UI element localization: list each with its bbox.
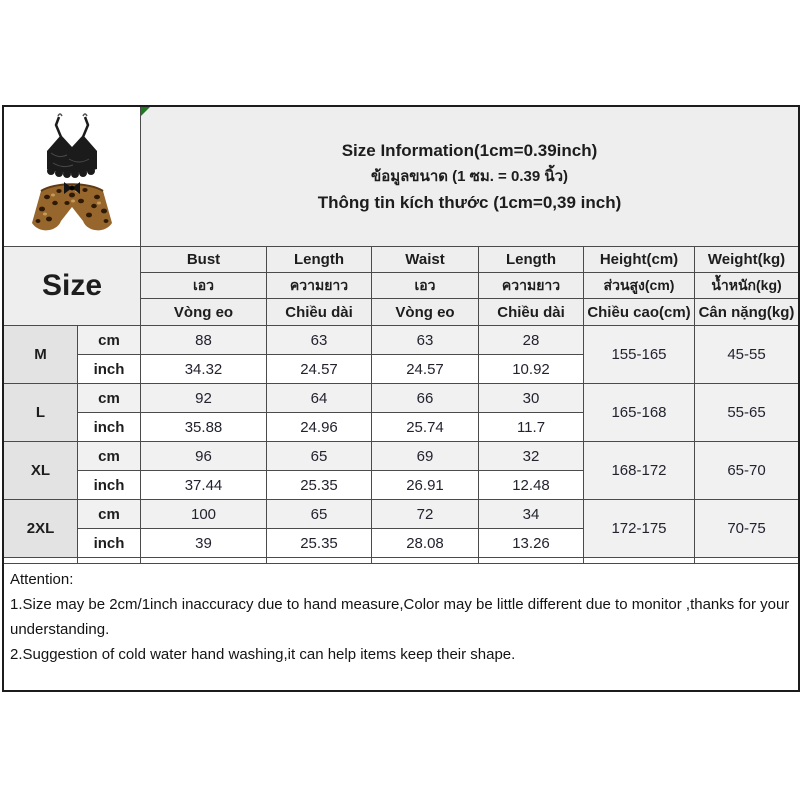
2xl-weight: 70-75 [695,500,798,557]
m-weight: 45-55 [695,326,798,383]
col-header-bust-th: เอว [141,273,266,298]
2xl-inch-bust: 39 [141,529,266,557]
l-inch-length1: 24.96 [267,413,371,441]
col-header-waist-en: Waist [372,247,478,272]
attention-notes [4,564,798,690]
col-header-length2-vi: Chiều dài [479,299,583,325]
col-header-length1-th: ความยาว [267,273,371,298]
m-cm-length1: 63 [267,326,371,354]
spacer-cell [372,558,478,563]
2xl-inch-length1: 25.35 [267,529,371,557]
spacer-cell [479,558,583,563]
spacer-cell [4,558,77,563]
2xl-height: 172-175 [584,500,694,557]
col-header-length1-vi: Chiều dài [267,299,371,325]
unit-cm-xl: cm [78,442,140,470]
col-header-bust-en: Bust [141,247,266,272]
m-inch-waist: 24.57 [372,355,478,383]
xl-cm-waist: 69 [372,442,478,470]
2xl-cm-bust: 100 [141,500,266,528]
unit-cm-l: cm [78,384,140,412]
product-photo-cell [4,107,140,246]
col-header-waist-vi: Vòng eo [372,299,478,325]
title-thai: ข้อมูลขนาด (1 ซม. = 0.39 นิ้ว) [370,167,569,185]
m-inch-length1: 24.57 [267,355,371,383]
xl-inch-length2: 12.48 [479,471,583,499]
col-header-bust-vi: Vòng eo [141,299,266,325]
col-header-length2-th: ความยาว [479,273,583,298]
xl-cm-length2: 32 [479,442,583,470]
xl-weight: 65-70 [695,442,798,499]
2xl-inch-waist: 28.08 [372,529,478,557]
attention-heading: Attention: [10,571,74,588]
col-header-length2-en: Length [479,247,583,272]
col-header-weight-th: น้ำหนัก(kg) [695,273,798,298]
size-chart-table [2,105,800,692]
xl-inch-bust: 37.44 [141,471,266,499]
xl-height: 168-172 [584,442,694,499]
2xl-inch-length2: 13.26 [479,529,583,557]
green-corner-flag-icon [141,107,150,116]
unit-inch-2xl: inch [78,529,140,557]
spacer-cell [695,558,798,563]
col-header-height-th: ส่วนสูง(cm) [584,273,694,298]
size-label-m: M [4,326,77,383]
xl-inch-waist: 26.91 [372,471,478,499]
m-cm-bust: 88 [141,326,266,354]
col-header-length1-en: Length [267,247,371,272]
size-label-xl: XL [4,442,77,499]
2xl-cm-length1: 65 [267,500,371,528]
title-vietnamese: Thông tin kích thước (1cm=0,39 inch) [317,192,622,212]
m-height: 155-165 [584,326,694,383]
size-label-2xl: 2XL [4,500,77,557]
spacer-cell [141,558,266,563]
2xl-cm-waist: 72 [372,500,478,528]
m-inch-length2: 10.92 [479,355,583,383]
m-cm-length2: 28 [479,326,583,354]
col-header-height-vi: Chiều cao(cm) [584,299,694,325]
col-header-weight-vi: Cân nặng(kg) [695,299,798,325]
spacer-cell [584,558,694,563]
size-information-header [141,107,798,246]
spacer-cell [78,558,140,563]
unit-inch-l: inch [78,413,140,441]
l-height: 165-168 [584,384,694,441]
l-inch-waist: 25.74 [372,413,478,441]
2xl-cm-length2: 34 [479,500,583,528]
l-cm-bust: 92 [141,384,266,412]
attention-note-2: 2.Suggestion of cold water hand washing,it can help items keep their shape. [10,646,516,663]
unit-inch-m: inch [78,355,140,383]
l-cm-length1: 64 [267,384,371,412]
l-cm-length2: 30 [479,384,583,412]
xl-cm-length1: 65 [267,442,371,470]
l-weight: 55-65 [695,384,798,441]
l-inch-bust: 35.88 [141,413,266,441]
xl-inch-length1: 25.35 [267,471,371,499]
m-inch-bust: 34.32 [141,355,266,383]
l-inch-length2: 11.7 [479,413,583,441]
size-column-header: Size [4,247,140,325]
attention-note-1: 1.Size may be 2cm/1inch inaccuracy due to hand measure,Color may be little different due to monitor ,thanks for your understanding. [10,596,790,638]
title-english: Size Information(1cm=0.39inch) [341,140,598,160]
col-header-height-en: Height(cm) [584,247,694,272]
size-label-l: L [4,384,77,441]
l-cm-waist: 66 [372,384,478,412]
unit-cm-m: cm [78,326,140,354]
m-cm-waist: 63 [372,326,478,354]
unit-inch-xl: inch [78,471,140,499]
product-photo-lingerie-set [9,111,135,243]
unit-cm-2xl: cm [78,500,140,528]
xl-cm-bust: 96 [141,442,266,470]
spacer-cell [267,558,371,563]
col-header-waist-th: เอว [372,273,478,298]
col-header-weight-en: Weight(kg) [695,247,798,272]
